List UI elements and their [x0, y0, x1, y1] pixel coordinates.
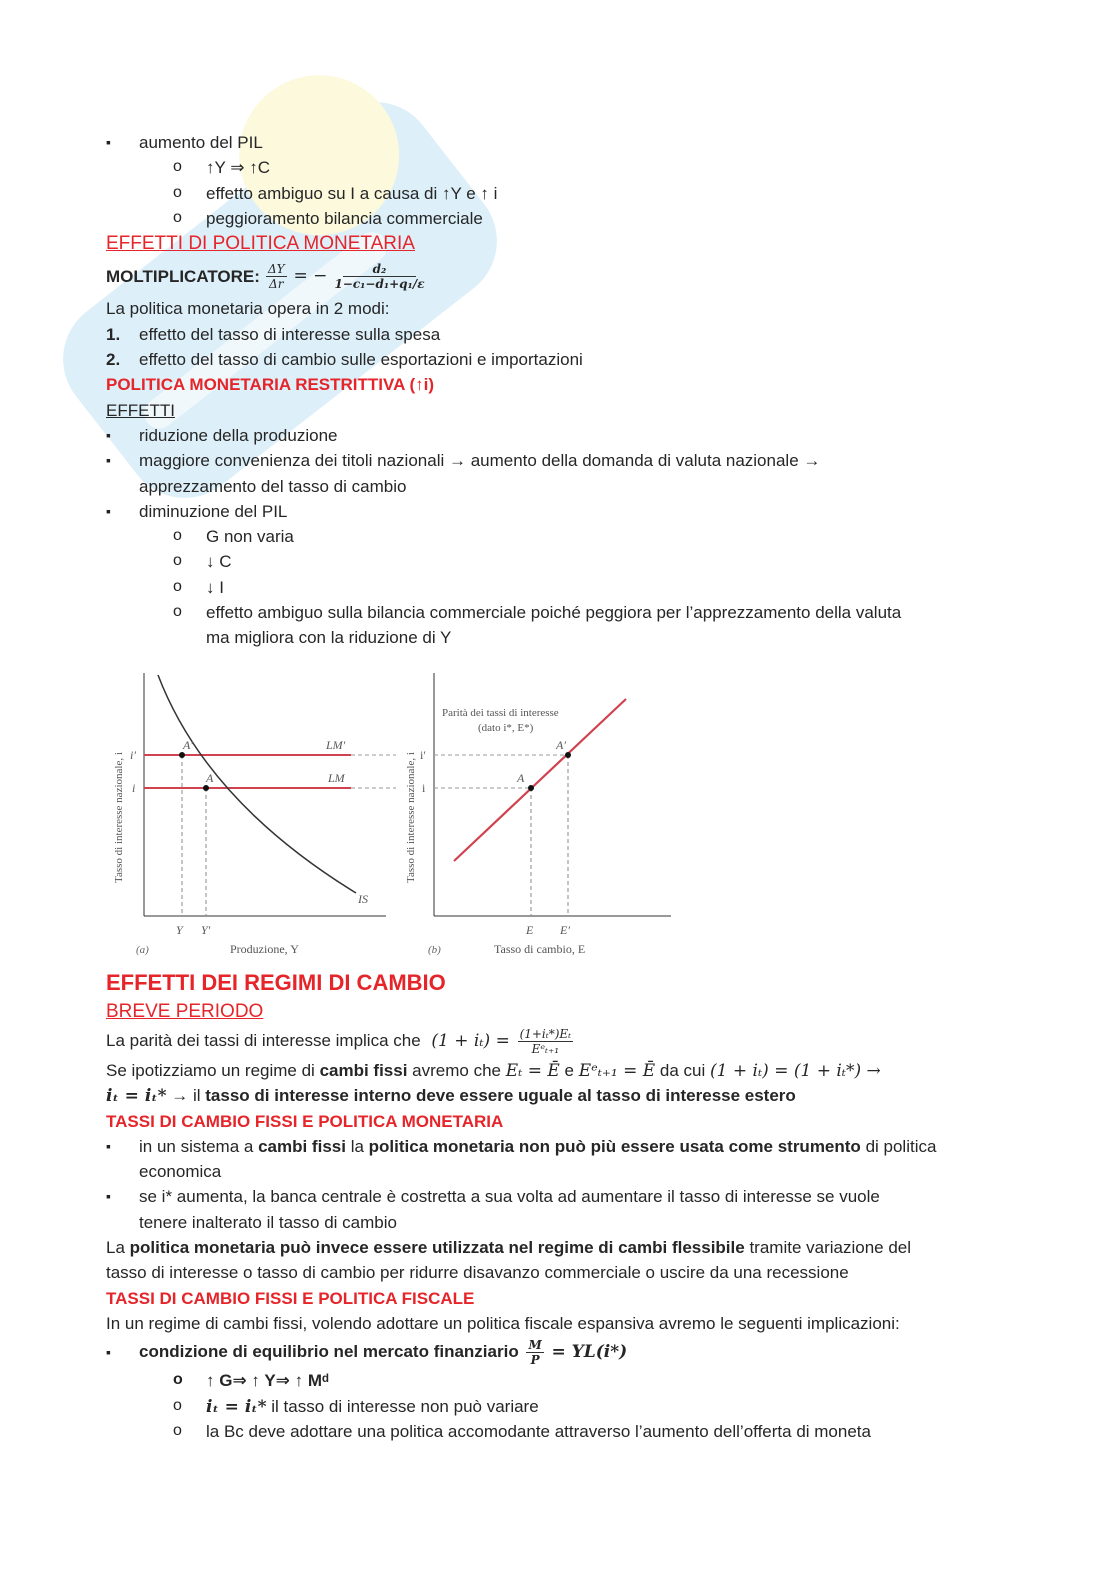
label-a-prime-b: A′ [556, 737, 566, 752]
parity-line-subtitle: (dato i*, E*) [478, 721, 534, 734]
document-page [106, 130, 1006, 1444]
paragraph: La politica monetaria può invece essere utilizzata nel regime di cambi flessibile tramite variazione del [106, 1238, 912, 1258]
x-axis-label-a: Produzione, Y [230, 941, 299, 956]
label-y-prime: Y′ [201, 922, 211, 937]
list-item: o G non varia [106, 524, 1006, 549]
y-axis-label-a: Tasso di interesse nazionale, i [113, 751, 125, 883]
label-lm: LM [328, 770, 345, 785]
panel-a-label: (a) [136, 943, 149, 956]
label-e-prime: E′ [560, 922, 570, 937]
numbered-item: 2. effetto del tasso di cambio sulle esportazioni e importazioni [106, 350, 583, 370]
label-is: IS [358, 891, 368, 906]
panel-b-label: (b) [428, 943, 441, 956]
label-a-prime-a: A′ [183, 737, 193, 752]
list-item-continued: tenere inalterato il tasso di cambio [139, 1212, 397, 1232]
list-item: o ↓ C [106, 549, 1006, 574]
fraction: $\frac{M}{P}$ [528, 1338, 542, 1368]
list-item: o iₜ = iₜ* il tasso di interesse non può variare [106, 1394, 1006, 1419]
label-i-b: i [422, 780, 426, 795]
y-axis-label-b: Tasso di interesse nazionale, i [405, 751, 417, 883]
paragraph: In un regime di cambi fissi, volendo adottare un politica fiscale espansiva avremo le seguenti implicazioni: [106, 1313, 900, 1333]
section-heading: EFFETTI DEI REGIMI DI CAMBIO [106, 969, 446, 995]
list-item: ▪ maggiore convenienza dei titoli nazionali → aumento della domanda di valuta nazionale → [106, 448, 1006, 473]
list-item: ▪ se i* aumenta, la banca centrale è costretta a sua volta ad aumentare il tasso di interesse se vuole [106, 1184, 1006, 1209]
list-item: o effetto ambiguo sulla bilancia commerciale poiché peggiora per l’apprezzamento della valuta [106, 600, 1006, 625]
fraction: $\frac{\Delta Y}{\Delta r}$ [267, 261, 285, 291]
list-item: ▪ aumento del PIL [106, 130, 1006, 155]
list-item: o ↑ G⇒ ↑ Y⇒ ↑ Mᵈ [106, 1368, 1006, 1393]
list-item: ▪ diminuzione del PIL [106, 499, 1006, 524]
label-a-a: A [206, 770, 214, 785]
label-i-prime-b: i′ [420, 747, 426, 762]
list-item-continued: economica [139, 1162, 222, 1182]
is-lm-figure [106, 661, 676, 956]
label-a-b: A [517, 770, 525, 785]
fraction: $\frac{\text{(1+iₜ*)Eₜ}}{\text{Eᵉₜ₊₁}}$ [519, 1026, 572, 1056]
list-item: o la Bc deve adottare una politica accomodante attraverso l’aumento dell’offerta di moneta [106, 1419, 1006, 1444]
multiplier-label: MOLTIPLICATORE: [106, 266, 260, 286]
list-item: o ↑Y ⇒ ↑C [106, 155, 1006, 180]
list-item: o peggioramento bilancia commerciale [106, 206, 1006, 231]
label-y: Y [176, 922, 183, 937]
paragraph: La politica monetaria opera in 2 modi: [106, 299, 390, 319]
subsection-heading: TASSI DI CAMBIO FISSI E POLITICA FISCALE [106, 1288, 475, 1308]
x-axis-label-b: Tasso di cambio, E [494, 941, 586, 956]
paragraph: iₜ = iₜ* → il tasso di interesse interno deve essere uguale al tasso di interesse estero [106, 1086, 796, 1107]
list-item: o effetto ambiguo su I a causa di ↑Y e ↑ i [106, 181, 1006, 206]
label-i-a: i [132, 780, 136, 795]
list-item: ▪ in un sistema a cambi fissi la politica monetaria non può più essere usata come strumento di politica [106, 1134, 1006, 1159]
list-item: ▪ riduzione della produzione [106, 423, 1006, 448]
paragraph: La parità dei tassi di interesse implica che (1 + iₜ) = $\frac{\text{(1+iₜ*)Eₜ}}{\text{Eᵉₜ₊₁}}$ [106, 1026, 572, 1056]
list-item-continued: apprezzamento del tasso di cambio [139, 476, 407, 496]
subsection-heading: POLITICA MONETARIA RESTRITTIVA (↑i) [106, 375, 435, 395]
paragraph: Se ipotizziamo un regime di cambi fissi avremo che Eₜ = Ē e Eᵉₜ₊₁ = Ē da cui (1 + iₜ) = (1 + iₜ*) → [106, 1060, 881, 1081]
paragraph: tasso di interesse o tasso di cambio per ridurre disavanzo commerciale o uscire da una recessione [106, 1263, 849, 1283]
label-effetti: EFFETTI [106, 400, 175, 420]
numbered-item: 1. effetto del tasso di interesse sulla spesa [106, 324, 441, 344]
subsection-heading: TASSI DI CAMBIO FISSI E POLITICA MONETARIA [106, 1111, 504, 1131]
list-item-continued: ma migliora con la riduzione di Y [206, 628, 452, 648]
section-heading: EFFETTI DI POLITICA MONETARIA [106, 233, 415, 255]
list-item: o ↓ I [106, 575, 1006, 600]
label-lm-prime: LM′ [326, 737, 346, 752]
label-i-prime-a: i′ [130, 747, 136, 762]
label-e: E [526, 922, 534, 937]
fraction: $\frac{\text{d₂}}{\text{1−c₁−d₁+q₁/ε}}$ [334, 261, 425, 291]
list-item: ▪ condizione di equilibrio nel mercato finanziario $\frac{M}{P}$ = YL(i*) [106, 1336, 1006, 1368]
multiplier-formula: MOLTIPLICATORE: $\frac{\Delta Y}{\Delta r}$ = − $\frac{\text{d₂}}{\text{1−c₁−d₁+q₁/ε}}$ [106, 261, 425, 291]
subsection-heading: BREVE PERIODO [106, 1000, 264, 1022]
parity-line-title: Parità dei tassi di interesse [442, 706, 559, 719]
